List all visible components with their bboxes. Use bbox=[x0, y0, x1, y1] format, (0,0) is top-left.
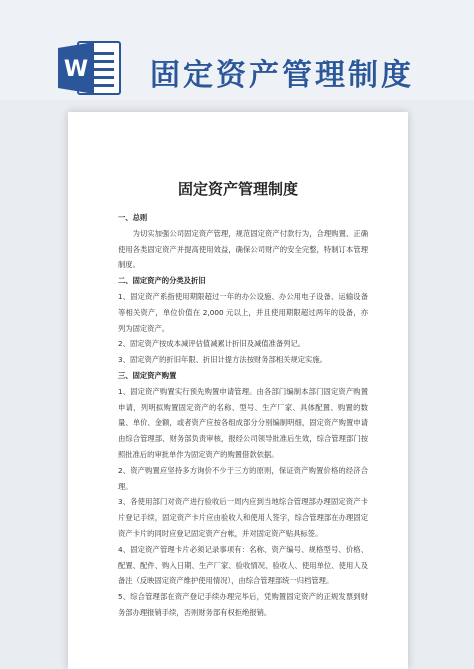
paragraph: 4、固定资产管理卡片必须记录事项有：名称、资产编号、规格型号、价格、配置、配件、购入日期、生产厂家、验收情况、验收人、使用单位、使用人及备注（反映固定资产维护使用情况），由综合管理部统一归档管理。 bbox=[118, 544, 368, 586]
header-banner bbox=[0, 0, 474, 100]
document-title: 固定资产管理制度 bbox=[177, 180, 298, 198]
section-heading: 三、固定资产购置 bbox=[118, 370, 177, 380]
banner-title: 固定资产管理制度 bbox=[150, 58, 414, 93]
document-page bbox=[68, 112, 408, 669]
paragraph: 5、综合管理部在资产登记手续办理完毕后，凭购置固定资产的正规发票到财务部办理报销手续，否则财务部有权拒绝报销。 bbox=[118, 592, 368, 617]
paragraph: 2、资产购置应坚持多方询价不少于三方的原则，保证资产购置价格的经济合理。 bbox=[118, 465, 368, 491]
word-logo-letter: W bbox=[63, 57, 89, 82]
section-heading: 一、总则 bbox=[118, 213, 148, 222]
paragraph: 3、各使用部门对资产进行验收后一周内应到当地综合管理部办理固定资产卡片登记手续，固定资产卡片应由验收人和使用人签字，综合管理部在办理固定资产卡片的同时应登记固定资产台帐，并对固定资产贴具标签。 bbox=[118, 497, 368, 538]
paragraph: 2、固定资产按成本减评估值减累计折旧及减值准备列记。 bbox=[118, 339, 306, 349]
document-body bbox=[118, 210, 368, 621]
paragraph: 1、固定资产购置实行预先购置申请管理。由各部门编制本部门固定资产购置申请，列明拟购置固定资产的名称、型号、生产厂家、具体配置、购置的数量、单价、金额，或者资产应按各组成部分分别编制明细，固定资产购置申请由综合管理部、财务部负责审核，报经公司领导批准后生效，综合管理部门按照批准后的审批单作为固定资产的购置借款依据。 bbox=[118, 386, 368, 459]
word-document-icon bbox=[58, 40, 122, 96]
paragraph: 3、固定资产的折旧年限、折旧计提方法按财务部相关规定实施。 bbox=[118, 355, 327, 365]
paragraph: 为切实加强公司固定资产管理，规范固定资产付款行为，合理购置、正确使用各类固定资产并提高使用效益，确保公司财产的安全完整，特制订本管理制度。 bbox=[118, 228, 368, 270]
section-heading: 二、固定资产的分类及折旧 bbox=[118, 276, 206, 286]
paragraph: 1、固定资产系指使用期限超过一年的办公设施、办公用电子设备、运输设备等相关资产，单位价值在 2,000 元以上，并且使用期限超过两年的设备，亦列为固定资产。 bbox=[118, 291, 368, 333]
